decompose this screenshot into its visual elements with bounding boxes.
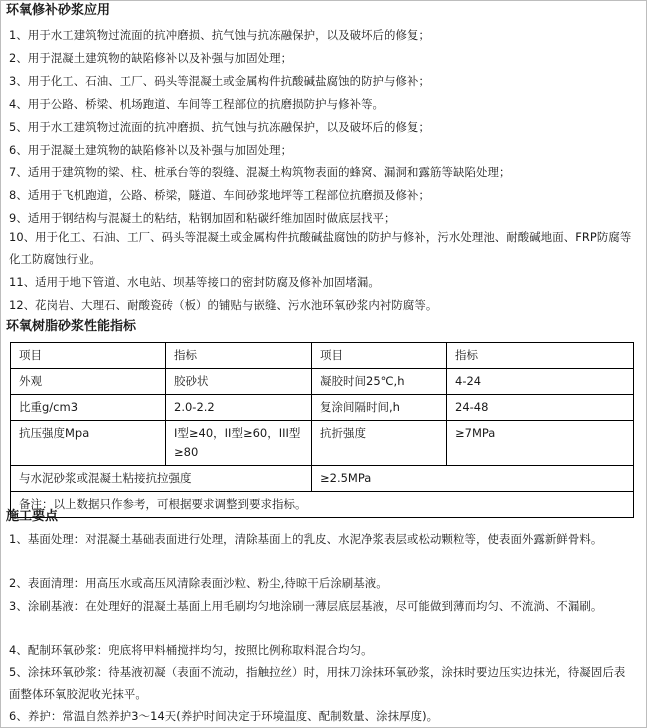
table-cell: 比重g/cm3	[11, 395, 166, 421]
table-cell: ≥2.5MPa	[312, 466, 634, 492]
list-item: 4、用于公路、桥梁、机场跑道、车间等工程部位的抗磨损防护与修补等。	[9, 97, 385, 111]
table-header-cell: 项目	[312, 343, 447, 369]
list-item: 6、养护：常温自然养护3～14天(养护时间决定于环境温度、配制数量、涂抹厚度)。	[9, 709, 439, 723]
list-item: 3、涂刷基液：在处理好的混凝土基面上用毛刷均匀地涂刷一薄层底层基液，尽可能做到薄而均匀、不流淌、不漏刷。	[9, 599, 603, 613]
list-item: 12、花岗岩、大理石、耐酸瓷砖（板）的铺贴与嵌缝、污水池环氧砂浆内衬防腐等。	[9, 298, 438, 312]
table-cell: 4-24	[447, 369, 634, 395]
table-row	[11, 395, 634, 421]
section-title-performance: 环氧树脂砂浆性能指标	[6, 319, 137, 334]
section-title-applications: 环氧修补砂浆应用	[6, 3, 111, 18]
list-item: 5、涂抹环氧砂浆：待基液初凝（表面不流动，指触拉丝）时，用抹刀涂抹环氧砂浆，涂抹时要边压实边抹光，待凝固后表面整体环氧胶泥收光抹平。	[9, 665, 626, 701]
list-item: 3、用于化工、石油、工厂、码头等混凝土或金属构件抗酸碱盐腐蚀的防护与修补；	[9, 74, 431, 88]
table-row	[11, 369, 634, 395]
table-cell: 抗折强度	[312, 421, 447, 466]
performance-table	[10, 342, 634, 518]
table-cell: ≥7MPa	[447, 421, 634, 466]
table-note: 备注：以上数据只作参考，可根据要求调整到要求指标。	[11, 492, 634, 518]
table-row	[11, 466, 634, 492]
table-cell: I型≥40，II型≥60，III型≥80	[166, 421, 312, 466]
table-cell: 24-48	[447, 395, 634, 421]
list-item: 4、配制环氧砂浆：兜底将甲料桶搅拌均匀，按照比例称取料混合均匀。	[9, 643, 373, 657]
table-cell: 外观	[11, 369, 166, 395]
table-header-cell: 项目	[11, 343, 166, 369]
table-header-cell: 指标	[447, 343, 634, 369]
table-cell: 抗压强度Mpa	[11, 421, 166, 466]
table-cell: 复涂间隔时间,h	[312, 395, 447, 421]
table-cell: 凝胶时间25℃,h	[312, 369, 447, 395]
table-cell: 2.0-2.2	[166, 395, 312, 421]
list-item: 6、用于混凝土建筑物的缺陷修补以及补强与加固处理；	[9, 143, 293, 157]
list-item: 1、基面处理：对混凝土基础表面进行处理，清除基面上的乳皮、水泥净浆表层或松动颗粒等，使表面外露新鲜骨料。	[9, 532, 603, 546]
list-item: 1、用于水工建筑物过流面的抗冲磨损、抗气蚀与抗冻融保护，以及破坏后的修复；	[9, 28, 431, 42]
table-header-row	[11, 343, 634, 369]
section-title-construction: 施工要点	[6, 509, 59, 524]
list-item: 10、用于化工、石油、工厂、码头等混凝土或金属构件抗酸碱盐腐蚀的防护与修补，污水处理池、耐酸碱地面、FRP防腐等化工防腐蚀行业。	[9, 230, 632, 266]
table-cell: 胶砂状	[166, 369, 312, 395]
list-item: 5、用于水工建筑物过流面的抗冲磨损、抗气蚀与抗冻融保护，以及破坏后的修复；	[9, 120, 431, 134]
list-item: 11、适用于地下管道、水电站、坝基等接口的密封防腐及修补加固堵漏。	[9, 275, 380, 289]
table-header-cell: 指标	[166, 343, 312, 369]
list-item: 2、表面清理：用高压水或高压风清除表面沙粒、粉尘,待晾干后涂刷基液。	[9, 576, 388, 590]
table-row	[11, 421, 634, 466]
table-cell: 与水泥砂浆或混凝土粘接抗拉强度	[11, 466, 312, 492]
list-item: 9、适用于钢结构与混凝土的粘结，粘钢加固和粘碳纤维加固时做底层找平；	[9, 211, 396, 225]
list-item: 2、用于混凝土建筑物的缺陷修补以及补强与加固处理；	[9, 51, 293, 65]
list-item: 8、适用于飞机跑道，公路、桥梁，隧道、车间砂浆地坪等工程部位抗磨损及修补；	[9, 188, 431, 202]
list-item: 7、适用于建筑物的梁、柱、桩承台等的裂缝、混凝土构筑物表面的蜂窝、漏洞和露筋等缺陷处理；	[9, 165, 511, 179]
table-note-row	[11, 492, 634, 518]
